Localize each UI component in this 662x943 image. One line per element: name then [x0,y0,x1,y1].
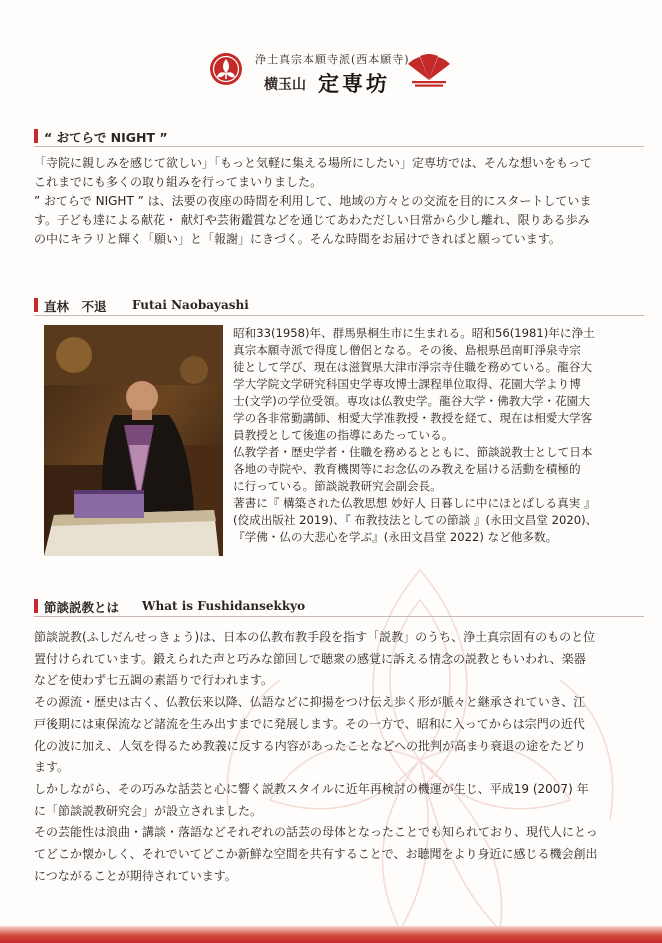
footer-accent-band [0,926,662,943]
fan-crest-icon [404,50,454,90]
page-header [0,40,662,104]
text-line: 仏教学者・歴史学者・住職を務めるとともに、節談説教士として日本 [233,445,593,459]
section-title-en: What is Fushidansekkyo [142,599,306,613]
heading-accent-bar [34,129,38,143]
mountain-name: 横玉山 [264,77,306,93]
text-line: その源流・歴史は古く、仏教伝来以降、仏語などに抑揚をつけ伝え歩く形が脈々と継承されていき、江 [34,695,586,710]
text-line: 『学佛・仏の大悲心を学ぶ』(永田文昌堂 2022) など他多数。 [233,530,558,544]
text-line: 化の波に加え、人気を得るため教義に反する内容があったことなどへの批判が高まり衰退の途をたどり [34,738,587,753]
text-line: ” おてらで NIGHT ” は、法要の夜座の時間を利用して、地域の方々との交流を目的にスタートしていま [34,194,592,208]
heading-accent-bar [34,599,38,613]
section-title: 直林 不退 [44,299,107,314]
text-line: 各地の寺院や、教育機関等にお念仏のみ教えを届ける活動を積極的 [233,462,581,476]
heading-accent-bar [34,298,38,312]
text-line: す。子ども達による献花・ 献灯や芸術鑑賞などを通じてあわただしい日常から少し離れ、限りある歩み [34,213,590,227]
text-line: その芸能性は浪曲・講談・落語などそれぞれの話芸の母体となったことでも知られており、現代人にとっ [34,825,598,840]
text-line: 員教授として後進の指導にあたっている。 [233,428,454,442]
section-title-en: Futai Naobayashi [132,298,249,312]
text-line: 学大学院文学研究科国史学専攻博士課程単位取得、花園大学より博 [233,377,581,391]
text-line: 昭和33(1958)年、群馬県桐生市に生まれる。昭和56(1981)年に浄土 [233,326,595,340]
text-line: に「節談説教研究会」が設立されました。 [34,803,263,818]
text-line: 著書に『 構築された仏教思想 妙好人 日暮しに中にほとばしる真実 』 [233,496,596,510]
temple-crest-icon [209,52,243,86]
text-line: 徒として学び、現在は滋賀県大津市淨宗寺住職を務めている。龍谷大 [233,360,592,374]
text-line: などを使わず七五調の素語りで行われます。 [34,673,274,688]
temple-name: 定専坊 [318,71,390,96]
section-heading-fushidan [34,598,644,617]
text-line: 節談説教(ふしだんせっきょう)は、日本の仏教布教手段を指す「説教」のうち、浄土真宗固有のものと位 [34,630,596,644]
text-line: 真宗本願寺派で得度し僧侶となる。その後、島根県邑南町淨泉寺宗 [233,343,581,357]
text-line: 「寺院に親しみを感じて欲しい」「もっと気軽に集える場所にしたい」定専坊では、そんな想いをもって [34,156,593,170]
priest-portrait-photo [44,325,223,556]
text-line: てどこか懐かしく、それでいてどこか新鮮な空間を共有することで、お聴聞をより身近に感じる機会創出 [34,847,598,862]
text-line: しかしながら、その巧みな話芸と心に響く説教スタイルに近年再検討の機運が生じ、平成19 (2007) 年 [34,781,589,796]
night-paragraph [34,154,592,249]
fushidan-paragraph [34,627,598,887]
text-line: に行っている。節談説教研究会副会長。 [233,479,442,493]
section-title: 節談説教とは [44,600,120,615]
section-heading-profile [34,297,644,316]
text-line: (佼成出版社 2019)、『 布教技法としての節談 』(永田文昌堂 2020)、 [233,513,598,527]
text-line: の中にキラリと輝く「願い」と「報謝」にきづく。そんな時間をお届けできればと願っています。 [34,232,561,246]
text-line: 置付けられています。鍛えられた声と巧みな節回しで聴衆の感覚に訴える情念の説教ともいわれ、楽器 [34,651,586,666]
section-title: “ おてらで NIGHT ” [44,130,168,145]
header-subtitle: 浄土真宗本願寺派(西本願寺) [255,53,410,66]
text-line: につながることが期待されています。 [34,868,237,883]
section-heading-night [34,128,644,147]
text-line: ます。 [34,760,70,775]
text-line: これまでにも多くの取り組みを行ってまいりました。 [34,175,323,189]
text-line: 戸後期には東保流など諸流を生み出すまでに発展します。その一方で、昭和に入ってからは宗門の近代 [34,716,585,731]
text-line: 学の各非常勤講師、相愛大学准教授・教授を経て、現在は相愛大学客 [233,411,593,425]
text-line: 士(文学)の学位受領。専攻は仏教史学。龍谷大学・佛教大学・花園大 [233,394,590,408]
